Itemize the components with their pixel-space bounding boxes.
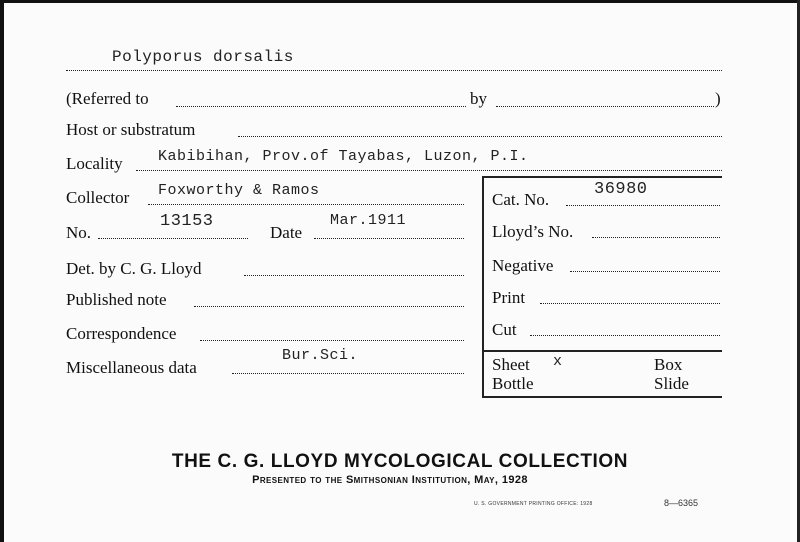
by-label: by bbox=[470, 89, 487, 108]
print-line bbox=[540, 303, 720, 304]
date-value: Mar.1911 bbox=[330, 212, 407, 229]
scan-edge-top bbox=[0, 0, 800, 3]
close-paren: ) bbox=[715, 89, 721, 108]
by-line bbox=[496, 106, 714, 107]
slide-label: Slide bbox=[654, 374, 689, 393]
specimen-name: Polyporus dorsalis bbox=[112, 48, 294, 66]
correspondence-line bbox=[200, 340, 464, 341]
form-number: 8—6365 bbox=[664, 498, 699, 508]
sheet-mark: x bbox=[553, 353, 563, 370]
sheet-label: Sheet bbox=[492, 355, 530, 374]
cut-label: Cut bbox=[492, 320, 517, 339]
negative-label: Negative bbox=[492, 256, 554, 275]
referred-label: (Referred to bbox=[66, 89, 149, 108]
locality-label: Locality bbox=[66, 154, 123, 173]
catalog-box-divider bbox=[482, 350, 722, 352]
print-label: Print bbox=[492, 288, 526, 307]
printing-office: U. S. GOVERNMENT PRINTING OFFICE: 1928 bbox=[474, 501, 593, 507]
box-label: Box bbox=[654, 355, 683, 374]
catalog-box-left bbox=[482, 176, 484, 396]
lloyds-no-line bbox=[592, 237, 720, 238]
date-label: Date bbox=[270, 223, 303, 242]
misc-label: Miscellaneous data bbox=[66, 358, 197, 377]
cat-no-value: 36980 bbox=[594, 180, 648, 199]
det-line bbox=[244, 275, 464, 276]
host-line bbox=[238, 136, 722, 137]
catalog-box-bottom bbox=[482, 396, 722, 398]
bottle-label: Bottle bbox=[492, 374, 534, 393]
correspondence-label: Correspondence bbox=[66, 324, 177, 343]
negative-line bbox=[570, 271, 720, 272]
collection-subtitle: Presented to the Smithsonian Institution, May, 1928 bbox=[252, 474, 528, 486]
collector-value: Foxworthy & Ramos bbox=[158, 182, 320, 199]
date-line bbox=[314, 238, 464, 239]
misc-line bbox=[232, 373, 464, 374]
collector-label: Collector bbox=[66, 188, 130, 207]
published-label: Published note bbox=[66, 290, 167, 309]
lloyds-no-label: Lloyd’s No. bbox=[492, 222, 574, 241]
cut-line bbox=[530, 335, 720, 336]
det-label: Det. by C. G. Lloyd bbox=[66, 259, 202, 278]
published-line bbox=[194, 306, 464, 307]
no-line bbox=[98, 238, 248, 239]
no-value: 13153 bbox=[160, 212, 214, 231]
catalog-box-top bbox=[482, 176, 722, 178]
cat-no-line bbox=[566, 205, 720, 206]
locality-line bbox=[136, 170, 722, 171]
collection-title: THE C. G. LLOYD MYCOLOGICAL COLLECTION bbox=[171, 451, 629, 472]
host-label: Host or substratum bbox=[66, 120, 196, 139]
no-label: No. bbox=[66, 223, 92, 242]
referred-line bbox=[176, 106, 466, 107]
name-line bbox=[66, 70, 722, 71]
misc-value: Bur.Sci. bbox=[282, 347, 359, 364]
collector-line bbox=[148, 204, 464, 205]
locality-value: Kabibihan, Prov.of Tayabas, Luzon, P.I. bbox=[158, 148, 529, 165]
cat-no-label: Cat. No. bbox=[492, 190, 550, 209]
